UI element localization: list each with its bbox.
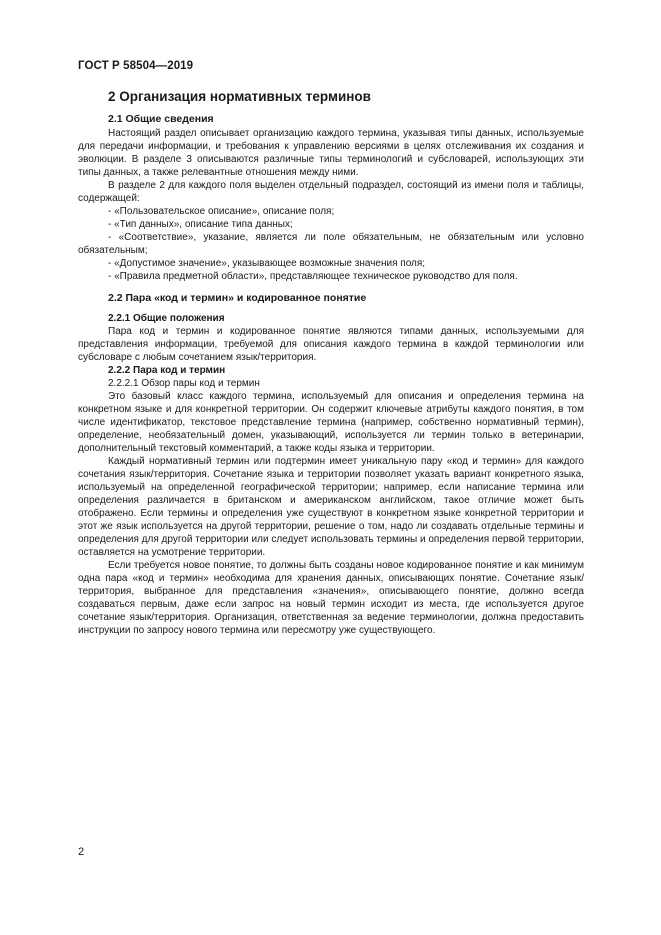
section-2-2-heading: 2.2 Пара «код и термин» и кодированное понятие xyxy=(108,292,367,304)
section-2-heading: 2 Организация нормативных терминов xyxy=(108,89,371,104)
list-item: - «Пользовательское описание», описание поля; xyxy=(108,206,335,217)
list-item: - «Правила предметной области», представляющее техническое руководство для поля. xyxy=(108,271,518,282)
list-item: - «Соответствие», указание, является ли поле обязательным, не обязательным или условно обязательным; xyxy=(78,232,584,256)
section-2-2-2-1-heading: 2.2.2.1 Обзор пары код и термин xyxy=(108,378,260,389)
section-2-2-2-1-paragraph-1: Это базовый класс каждого термина, используемый для описания и определения термина на конкретном языке и для конкретной территории. Он содержит ключевые атрибуты каждого понятия, в том числе идентификатор, текстовое представление термина (например, собственно нормативный термин), определение, необязательный домен, указывающий, используется ли термин только в ветеринарии, дополнительный текстовый комментарий, а также коды языка и территории. xyxy=(78,391,584,454)
section-2-1-paragraph-2: В разделе 2 для каждого поля выделен отдельный подраздел, состоящий из имени поля и таблицы, содержащей: xyxy=(78,180,584,204)
section-2-1-heading: 2.1 Общие сведения xyxy=(108,113,214,125)
section-2-2-1-heading: 2.2.1 Общие положения xyxy=(108,313,225,324)
section-2-1-paragraph-1: Настоящий раздел описывает организацию каждого термина, указывая типы данных, используемые для передачи информации, и требования к управлению версиями в целях отслеживания их создания и эволюции. В разделе 3 описываются различные типы терминологий и субсловарей, использующих эти типы данных, а также релевантные отношения между ними. xyxy=(78,128,584,178)
section-2-2-2-1-paragraph-3: Если требуется новое понятие, то должны быть созданы новое кодированное понятие и как минимум одна пара «код и термин» необходима для хранения данных, описывающих понятие. Сочетание язык/территория, выбранное для представления «значения», описывающего понятие, должно всегда создаваться первым, даже если запрос на новый термин исходит из места, где используется другое сочетание язык/территория. Организация, ответственная за ведение терминологии, должна предоставить инструкции по запросу нового термина или пересмотру уже существующего. xyxy=(78,560,584,636)
section-2-2-2-heading: 2.2.2 Пара код и термин xyxy=(108,365,226,376)
document-body xyxy=(78,89,584,637)
section-2-2-1-paragraph: Пара код и термин и кодированное понятие являются типами данных, используемыми для представления информации, требуемой для описания каждого термина в каждой терминологии или субсловаре с любым сочетанием язык/территория. xyxy=(78,326,584,363)
list-item: - «Тип данных», описание типа данных; xyxy=(108,219,293,230)
list-item: - «Допустимое значение», указывающее возможные значения поля; xyxy=(108,258,426,269)
document-header: ГОСТ Р 58504—2019 xyxy=(78,60,194,72)
page-number: 2 xyxy=(78,846,85,858)
section-2-2-2-1-paragraph-2: Каждый нормативный термин или подтермин имеет уникальную пару «код и термин» для каждого сочетания язык/территория. Сочетание языка и территории позволяет указать вариант конкретного языка, используемый на определенной географической территории; например, если написание термина или определения различается в британском и американском английском, такое отличие может быть отображено. Если термины и определения уже существуют в конкретном языке конкретной территории и этот же язык используется на другой территории, решение о том, надо ли создавать отдельные термины и определения для другой территории или следует использовать термины и определения первой территории, оставляется на усмотрение территории. xyxy=(78,456,584,558)
